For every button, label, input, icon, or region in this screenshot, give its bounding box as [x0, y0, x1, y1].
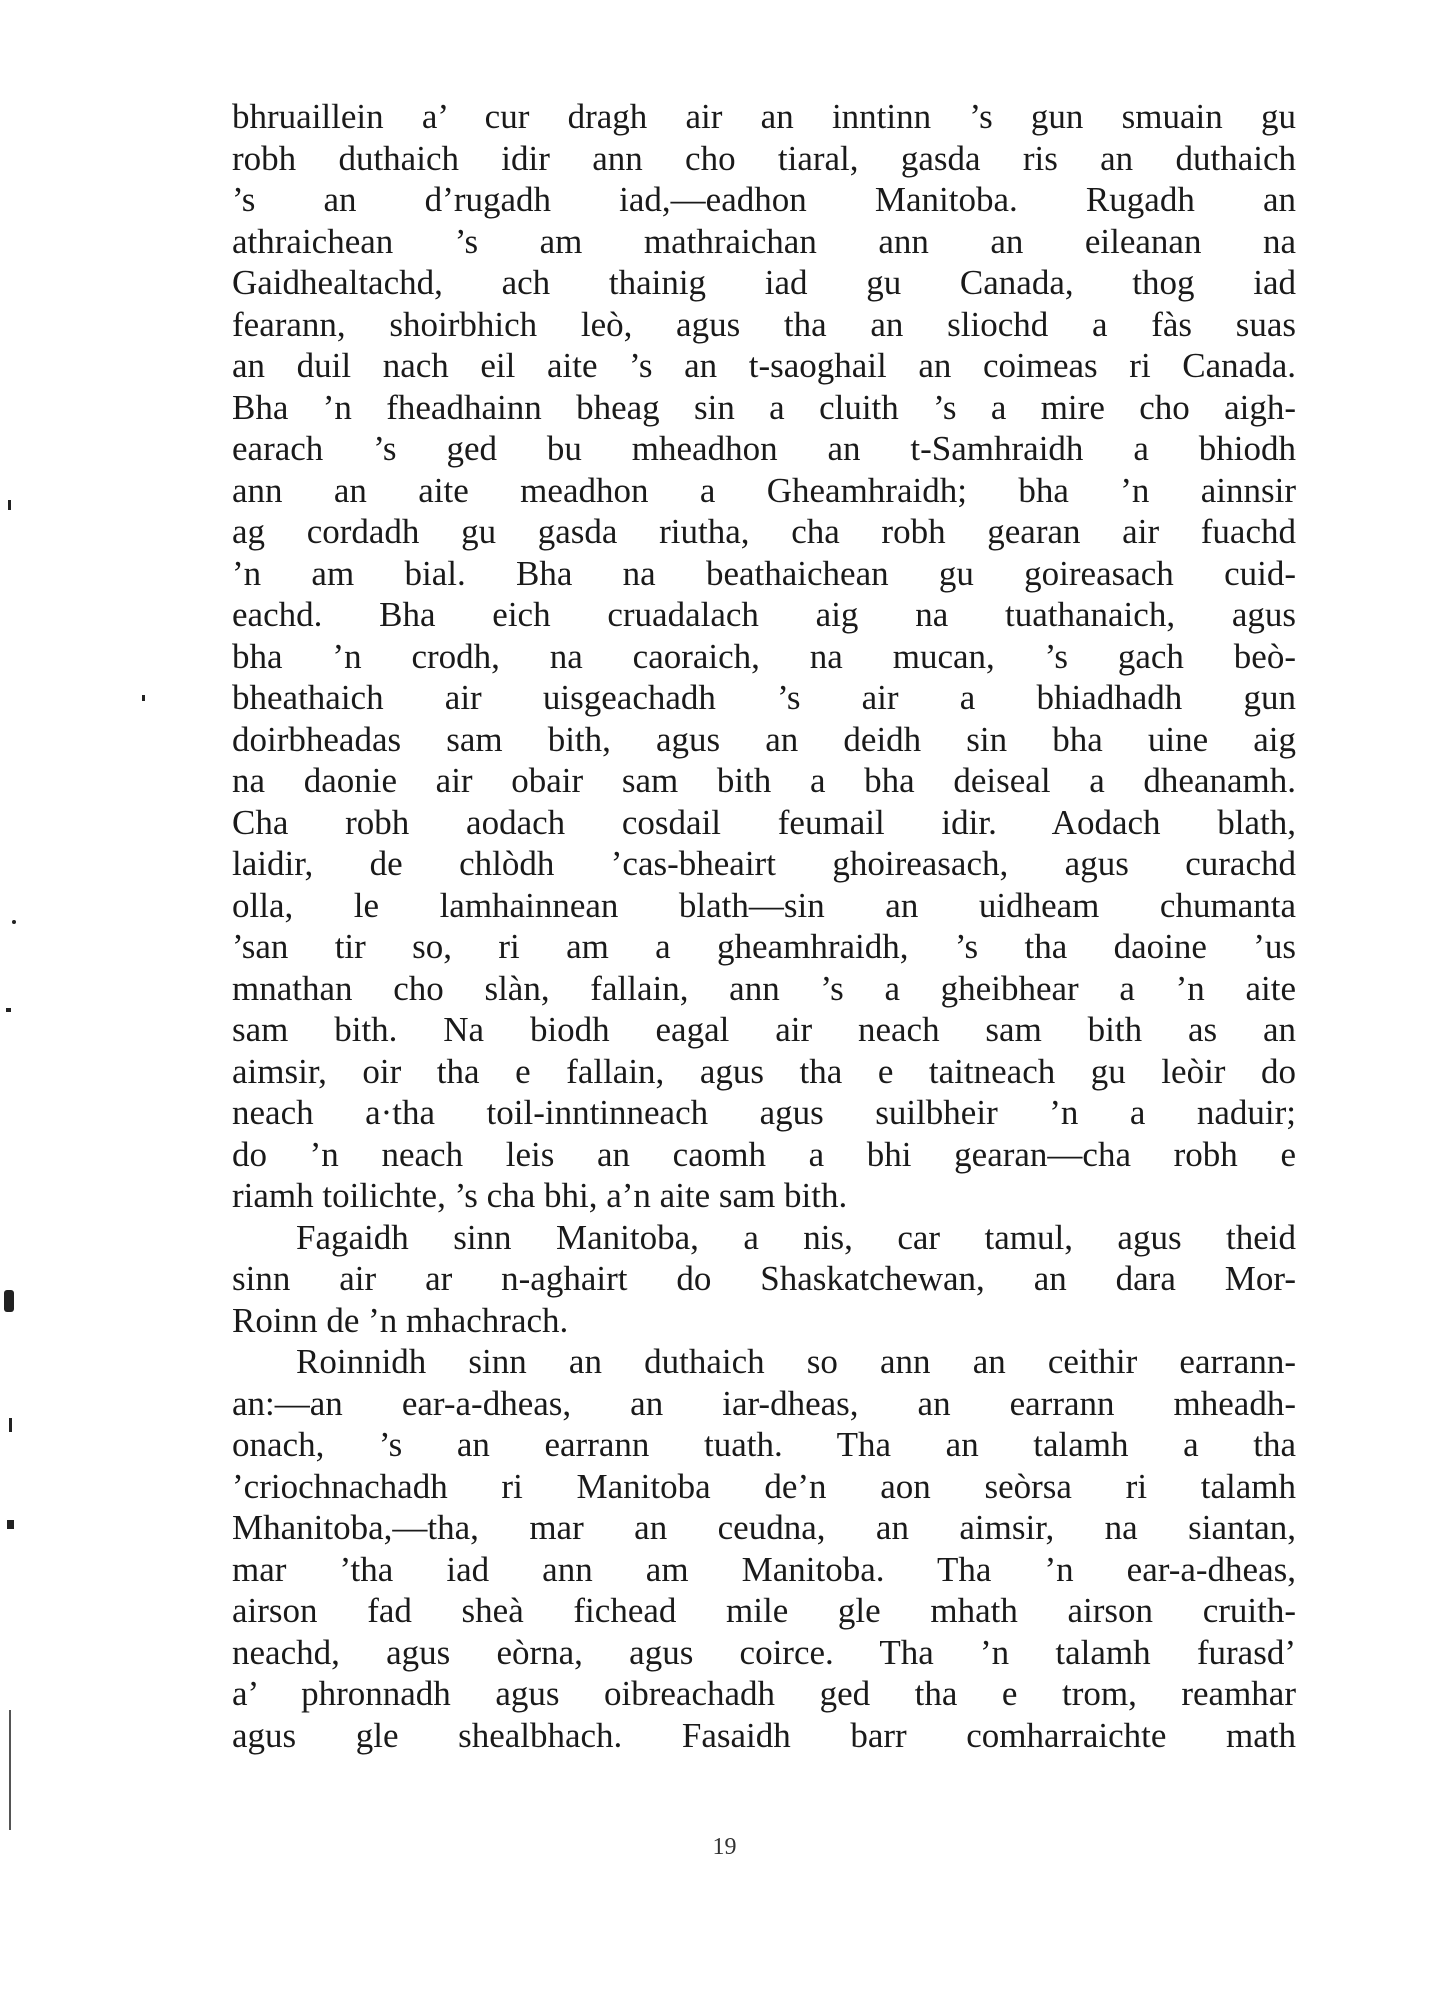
- text-line: olla, le lamhainnean blath—sin an uidheam chumanta: [232, 885, 1296, 925]
- text-line: riamh toilichte, ’s cha bhi, a’n aite sam bith.: [232, 1176, 848, 1215]
- paragraph: [232, 96, 1296, 1217]
- text-line: an:—an ear-a-dheas, an iar-dheas, an earrann mheadh-: [232, 1383, 1296, 1423]
- scan-speck: [12, 920, 16, 924]
- text-line: neachd, agus eòrna, agus coirce. Tha ’n talamh furasd’: [232, 1632, 1296, 1672]
- text-line: Bha ’n fheadhainn bheag sin a cluith ’s a mire cho aigh-: [232, 387, 1296, 427]
- text-line: onach, ’s an earrann tuath. Tha an talamh a tha: [232, 1425, 1296, 1464]
- text-line: sam bith. Na biodh eagal air neach sam bith as an: [232, 1010, 1296, 1049]
- scan-speck: [7, 1520, 14, 1529]
- text-line: ’n am bial. Bha na beathaichean gu goireasach cuid-: [232, 553, 1296, 593]
- text-line: ag cordadh gu gasda riutha, cha robh gearan air fuachd: [232, 512, 1296, 551]
- text-line: bha ’n crodh, na caoraich, na mucan, ’s gach beò-: [232, 636, 1296, 676]
- text-line: fearann, shoirbhich leò, agus tha an sliochd a fàs suas: [232, 304, 1296, 344]
- text-line: sinn air ar n-aghairt do Shaskatchewan, an dara Mor-: [232, 1259, 1296, 1298]
- text-line: Cha robh aodach cosdail feumail idir. Aodach blath,: [232, 802, 1296, 842]
- paragraph: [232, 1341, 1296, 1756]
- text-line: bhruaillein a’ cur dragh air an inntinn ’s gun smuain gu: [232, 97, 1296, 136]
- scan-speck: [8, 500, 11, 510]
- text-line: Roinnidh sinn an duthaich so ann an ceithir earrann-: [296, 1342, 1296, 1381]
- text-line: Roinn de ’n mhachrach.: [232, 1300, 569, 1340]
- scan-speck: [6, 1008, 11, 1012]
- page-number: 19: [712, 1834, 737, 1860]
- text-line: ’san tir so, ri am a gheamhraidh, ’s tha daoine ’us: [232, 927, 1296, 966]
- text-line: ann an aite meadhon a Gheamhraidh; bha ’n ainnsir: [232, 470, 1296, 510]
- text-line: aimsir, oir tha e fallain, agus tha e taitneach gu leòir do: [232, 1051, 1296, 1091]
- text-line: eachd. Bha eich cruadalach aig na tuathanaich, agus: [232, 595, 1296, 634]
- text-line: agus gle shealbhach. Fasaidh barr comharraichte math: [232, 1715, 1296, 1755]
- scan-margin-marks: [0, 0, 40, 2000]
- text-line: Gaidhealtachd, ach thainig iad gu Canada, thog iad: [232, 263, 1296, 302]
- text-line: ’criochnachadh ri Manitoba de’n aon seòrsa ri talamh: [232, 1466, 1296, 1506]
- text-line: neach a·tha toil-inntinneach agus suilbheir ’n a naduir;: [232, 1093, 1296, 1132]
- text-line: a’ phronnadh agus oibreachadh ged tha e trom, reamhar: [232, 1674, 1296, 1713]
- text-line: athraichean ’s am mathraichan ann an eileanan na: [232, 221, 1296, 261]
- text-line: doirbheadas sam bith, agus an deidh sin bha uine aig: [232, 719, 1296, 759]
- scan-speck: [9, 1418, 12, 1432]
- scan-speck: [142, 695, 145, 701]
- paragraph: [232, 1217, 1296, 1342]
- text-line: na daonie air obair sam bith a bha deiseal a dheanamh.: [232, 761, 1296, 800]
- body-text: [232, 96, 1296, 1756]
- text-line: Mhanitoba,—tha, mar an ceudna, an aimsir, na siantan,: [232, 1508, 1296, 1547]
- text-line: Fagaidh sinn Manitoba, a nis, car tamul, agus theid: [296, 1217, 1296, 1257]
- text-line: airson fad sheà fichead mile gle mhath airson cruith-: [232, 1591, 1296, 1630]
- text-line: earach ’s ged bu mheadhon an t-Samhraidh a bhiodh: [232, 429, 1296, 468]
- text-line: mnathan cho slàn, fallain, ann ’s a gheibhear a ’n aite: [232, 968, 1296, 1008]
- text-line: mar ’tha iad ann am Manitoba. Tha ’n ear-a-dheas,: [232, 1549, 1296, 1589]
- scan-edge-line: [9, 1710, 11, 1830]
- text-line: robh duthaich idir ann cho tiaral, gasda ris an duthaich: [232, 138, 1296, 178]
- text-line: bheathaich air uisgeachadh ’s air a bhiadhadh gun: [232, 678, 1296, 717]
- scan-speck: [4, 1290, 14, 1312]
- text-line: laidir, de chlòdh ’cas-bheairt ghoireasach, agus curachd: [232, 844, 1296, 883]
- text-line: ’s an d’rugadh iad,—eadhon Manitoba. Rugadh an: [232, 180, 1296, 219]
- text-line: an duil nach eil aite ’s an t-saoghail an coimeas ri Canada.: [232, 346, 1296, 385]
- text-line: do ’n neach leis an caomh a bhi gearan—cha robh e: [232, 1134, 1296, 1174]
